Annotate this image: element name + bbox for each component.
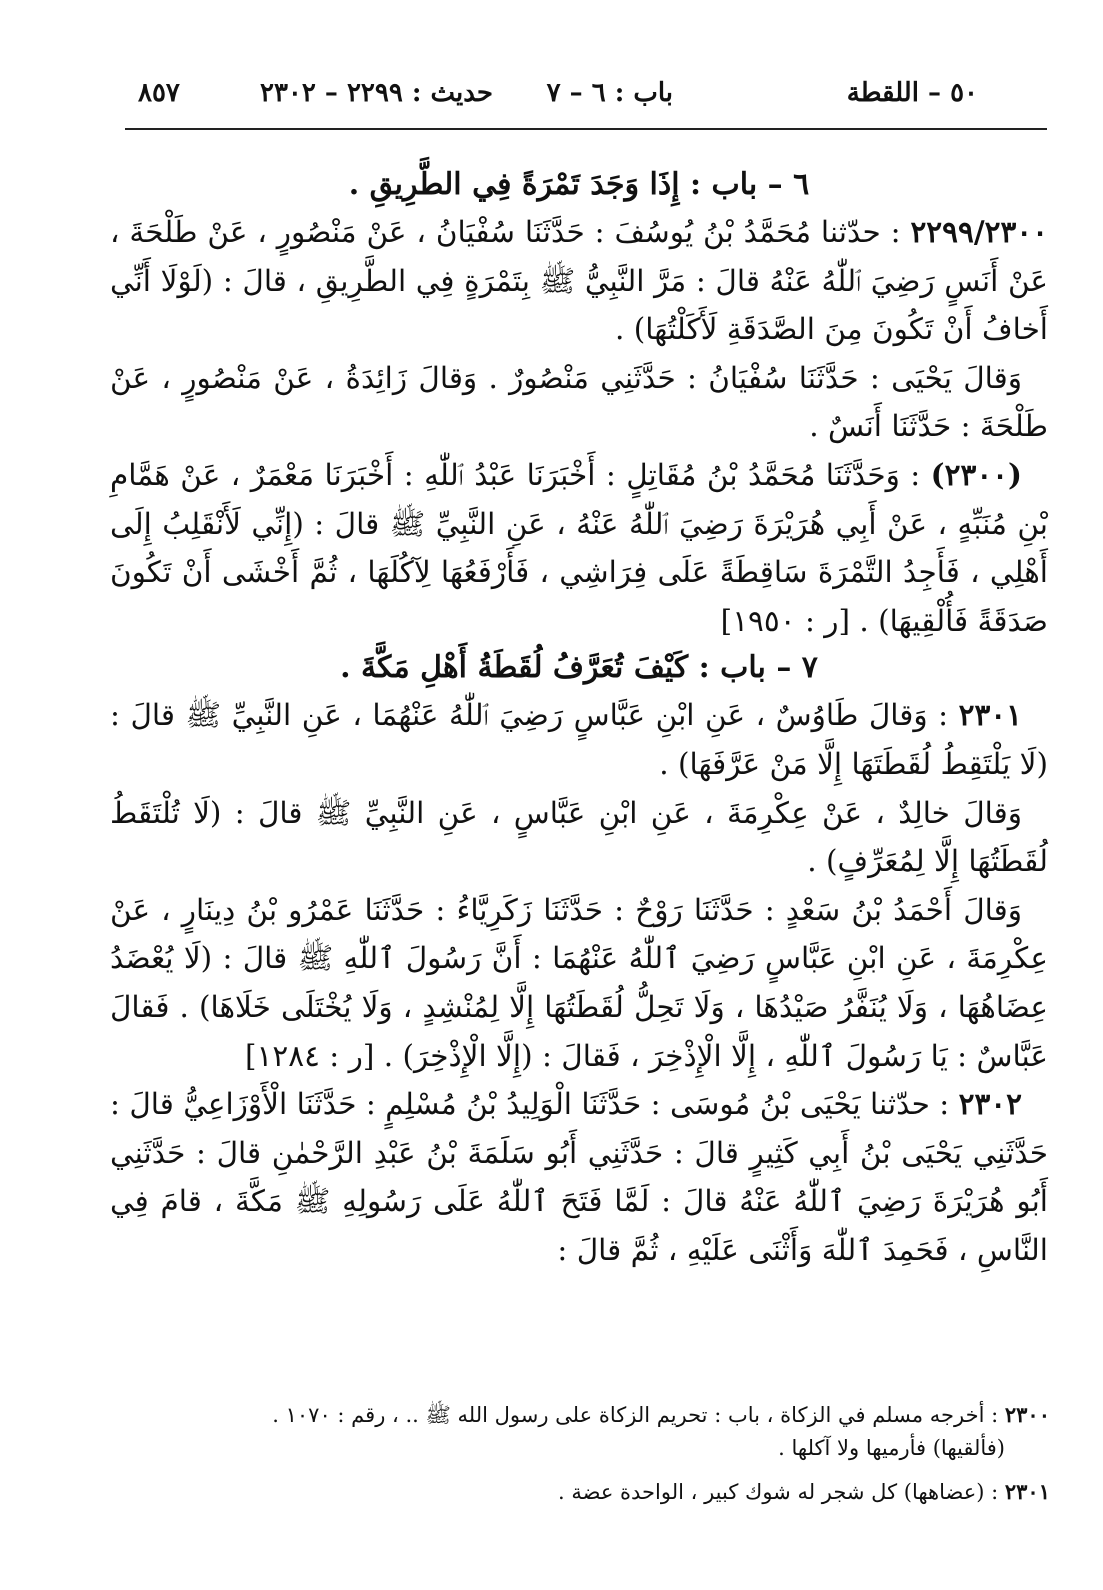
footnote-number: ٢٣٠٠ bbox=[1004, 1402, 1050, 1427]
hadith-paragraph bbox=[110, 886, 1048, 1080]
hadith-paragraph bbox=[110, 208, 1048, 354]
footnote-text: (فألقيها) فأرميها ولا آكلها . bbox=[778, 1436, 1005, 1460]
footnote-spacer bbox=[220, 1465, 1050, 1475]
footnote-number: ٢٣٠١ bbox=[1004, 1479, 1050, 1504]
hadith-text: : وَحَدَّثَنَا مُحَمَّدُ بْنُ مُقَاتِلٍ : أَخْبَرَنَا عَبْدُ ٱللّٰهِ : أَخْبَرَنَا مَعْمَرٌ ، عَنْ هَمَّامِ بْنِ مُنَبِّهٍ ، عَنْ أَبِي هُرَيْرَةَ رَضِيَ ٱللّٰهُ عَنْهُ ، عَنِ النَّبِيِّ ﷺ قالَ : (إِنِّي لَأَنْقَلِبُ إِلَى أَهْلِي ، فَأَجِدُ التَّمْرَةَ سَاقِطَةً عَلَى فِرَاشِي ، فَأَرْفَعُهَا لِآكُلَهَا ، ثُمَّ أَخْشَى أَنْ تَكُونَ صَدَقَةً فَأُلْقِيهَا) . [ر : ١٩٥٠] bbox=[110, 457, 1048, 638]
footnotes bbox=[220, 1398, 1050, 1509]
hadith-text: : حدّثنا يَحْيَى بْنُ مُوسَى : حَدَّثَنَا الْوَلِيدُ بْنُ مُسْلِمٍ : حَدَّثَنَا الْأَوْزَاعِيُّ قالَ : حَدَّثَنِي يَحْيَى بْنُ أَبِي كَثِيرٍ قالَ : حَدَّثَنِي أَبُو سَلَمَةَ بْنُ عَبْدِ الرَّحْمٰنِ قالَ : حَدَّثَنِي أَبُو هُرَيْرَةَ رَضِيَ ٱللّٰهُ عَنْهُ قالَ : لَمَّا فَتَحَ ٱللّٰهُ عَلَى رَسُولِهِ ﷺ مَكَّةَ ، قامَ فِي النَّاسِ ، فَحَمِدَ ٱللّٰهَ وَأَثْنَى عَلَيْهِ ، ثُمَّ قالَ : bbox=[110, 1087, 1048, 1267]
hadith-range: حديث : ٢٢٩٩ – ٢٣٠٢ bbox=[259, 78, 493, 108]
book-title: ٥٠ – اللقطة bbox=[846, 78, 978, 108]
hadith-number: ٢٣٠٢ bbox=[958, 1086, 1022, 1122]
main-text bbox=[110, 162, 1048, 1274]
hadith-paragraph bbox=[110, 691, 1048, 788]
chapter-heading: ٦ – باب : إِذَا وَجَدَ تَمْرَةً فِي الطَّرِيقِ . bbox=[348, 167, 810, 202]
hadith-paragraph bbox=[110, 451, 1048, 645]
chapter-heading: ٧ – باب : كَيْفَ تُعَرَّفُ لُقَطَةُ أَهْلِ مَكَّةَ . bbox=[340, 650, 818, 686]
header-divider bbox=[125, 128, 1047, 130]
chapter-range: باب : ٦ – ٧ bbox=[546, 78, 673, 108]
hadith-number: ٢٢٩٩/٢٣٠٠ bbox=[910, 214, 1048, 249]
page-number: ٨٥٧ bbox=[138, 78, 180, 108]
hadith-text: وَقالَ خالِدٌ ، عَنْ عِكْرِمَةَ ، عَنِ ابْنِ عَبَّاسٍ ، عَنِ النَّبِيِّ ﷺ قالَ : (لَا تُلْتَقَطُ لُقَطَتُهَا إِلَّا لِمُعَرِّفٍ) . bbox=[110, 795, 1048, 879]
hadith-text: وَقالَ يَحْيَى : حَدَّثَنَا سُفْيَانُ : حَدَّثَنِي مَنْصُورٌ . وَقالَ زَائِدَةُ ، عَنْ مَنْصُورٍ ، عَنْ طَلْحَةَ : حَدَّثَنَا أَنَسٌ . bbox=[110, 360, 1048, 444]
footnote bbox=[220, 1398, 1050, 1432]
footnote-text: : أخرجه مسلم في الزكاة ، باب : تحريم الزكاة على رسول الله ﷺ .. ، رقم : ١٠٧٠ . bbox=[272, 1403, 1005, 1427]
hadith-text: : وَقالَ طَاوُسٌ ، عَنِ ابْنِ عَبَّاسٍ رَضِيَ ٱللّٰهُ عَنْهُمَا ، عَنِ النَّبِيِّ ﷺ قالَ : (لَا يَلْتَقِطُ لُقَطَتَهَا إِلَّا مَنْ عَرَّفَهَا) . bbox=[110, 698, 1048, 781]
hadith-paragraph bbox=[110, 354, 1048, 451]
hadith-text: : حدّثنا مُحَمَّدُ بْنُ يُوسُفَ : حَدَّثَنَا سُفْيَانُ ، عَنْ مَنْصُورٍ ، عَنْ طَلْحَةَ ، عَنْ أَنَسٍ رَضِيَ ٱللّٰهُ عَنْهُ قالَ : مَرَّ النَّبِيُّ ﷺ بِتَمْرَةٍ فِي الطَّرِيقِ ، قالَ : (لَوْلَا أَنِّي أَخافُ أَنْ تَكُونَ مِنَ الصَّدَقَةِ لَأَكَلْتُهَا) . bbox=[110, 215, 1048, 347]
hadith-text: وَقالَ أَحْمَدُ بْنُ سَعْدٍ : حَدَّثَنَا رَوْحٌ : حَدَّثَنَا زَكَرِيَّاءُ : حَدَّثَنَا عَمْرُو بْنُ دِينَارٍ ، عَنْ عِكْرِمَةَ ، عَنِ ابْنِ عَبَّاسٍ رَضِيَ ٱللّٰهُ عَنْهُمَا : أَنَّ رَسُولَ ٱللّٰهِ ﷺ قالَ : (لَا يُعْضَدُ عِضَاهُهَا ، وَلَا يُنَفَّرُ صَيْدُهَا ، وَلَا تَحِلُّ لُقَطَتُهَا إِلَّا لِمُنْشِدٍ ، وَلَا يُخْتَلَى خَلَاهَا) . فَقالَ عَبَّاسٌ : يَا رَسُولَ ٱللّٰهِ ، إِلَّا الْإِذْخِرَ ، فَقالَ : (إِلَّا الْإِذْخِرَ) . [ر : ١٢٨٤] bbox=[110, 892, 1048, 1073]
footnote-text: : (عضاهها) كل شجر له شوك كبير ، الواحدة عضة . bbox=[558, 1480, 1005, 1504]
footnote bbox=[220, 1475, 1050, 1509]
hadith-number: (٢٣٠٠) bbox=[930, 456, 1022, 492]
footnote bbox=[220, 1432, 1050, 1465]
hadith-number: ٢٣٠١ bbox=[958, 697, 1022, 733]
page-header bbox=[128, 78, 1048, 118]
hadith-paragraph bbox=[110, 789, 1048, 886]
hadith-paragraph bbox=[110, 1080, 1048, 1274]
